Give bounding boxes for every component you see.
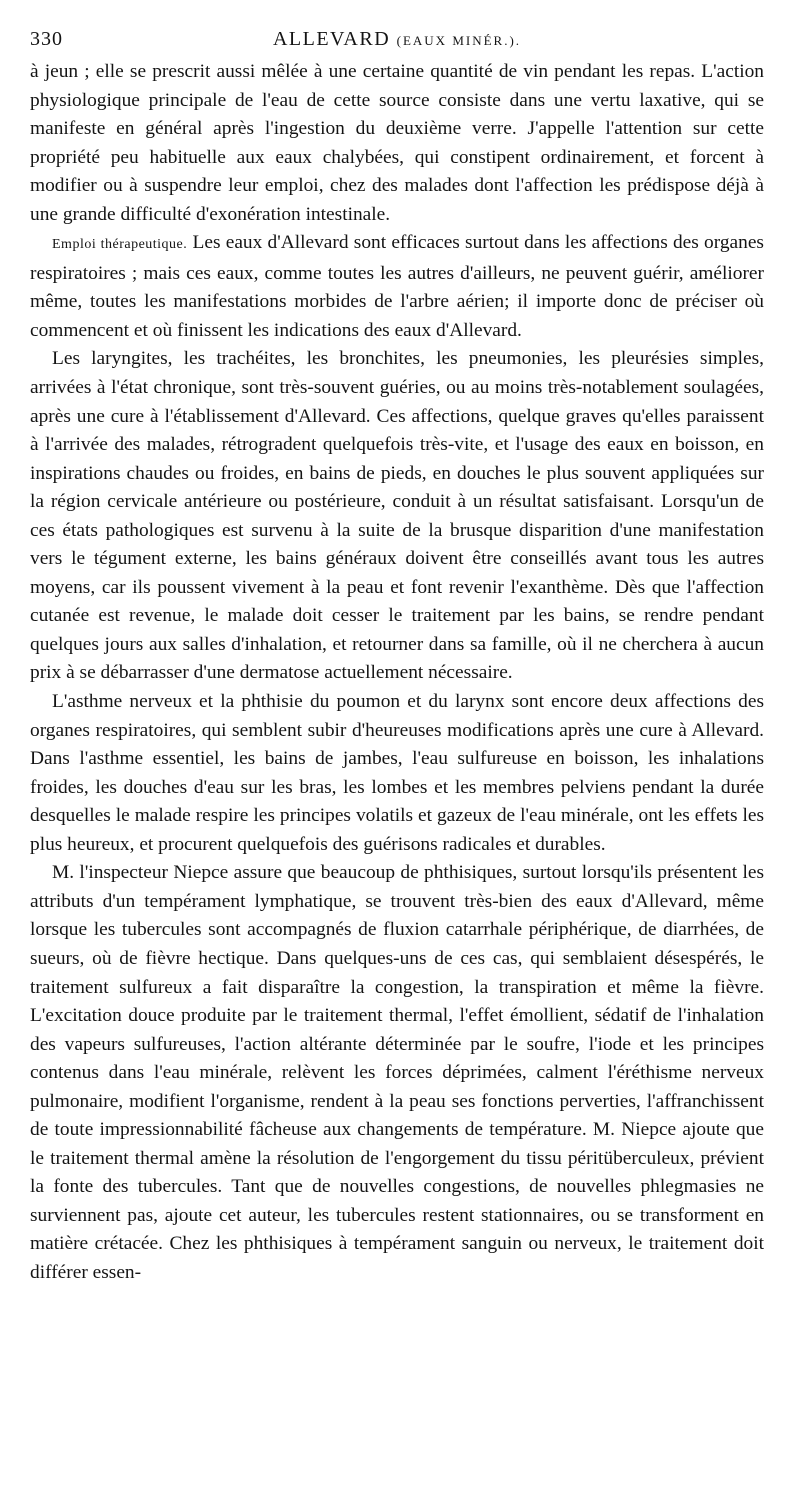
paragraph-3 (30, 345, 764, 688)
paragraph-5 (30, 859, 764, 1287)
page-header (30, 22, 764, 58)
paragraph-text: M. l'inspecteur Niepce assure que beaucoup de phthisiques, surtout lorsqu'ils présentent les attributs d'un tempérament lymphatique, se trouvent très-bien des eaux d'Allevard, même lorsque les tubercules sont accompagnés de fluxion catarrhale périphérique, de diarrhées, de sueurs, où de fièvre hectique. Dans quelques-uns de ces cas, qui semblaient désespérés, le traitement sulfureux a fait disparaître la congestion, la transpiration et même la fièvre. L'excitation douce produite par le traitement thermal, l'effet émollient, sédatif de l'inhalation des vapeurs sulfureuses, l'action altérante déterminée par le soufre, l'iode et les principes contenus dans l'eau minérale, relèvent les forces déprimées, calment l'éréthisme nerveux pulmonaire, modifient l'organisme, rendent à la peau ses fonctions perverties, l'affranchissent de toute impressionnabilité fâcheuse aux changements de température. M. Niepce ajoute que le traitement thermal amène la résolution de l'engorgement du tissu péritüberculeux, prévient la fonte des tubercules. Tant que de nouvelles congestions, de nouvelles phlegmasies ne surviennent pas, ajoute cet auteur, les tubercules restent stationnaires, ou se transforment en matière crétacée. Chez les phthisiques à tempérament sanguin ou nerveux, le traitement doit différer essen- (30, 862, 764, 1283)
body-text (30, 58, 764, 1288)
page-number: 330 (30, 28, 63, 50)
paragraph-text: L'asthme nerveux et la phthisie du poumon et du larynx sont encore deux affections des organes respiratoires, qui semblent subir d'heureuses modifications après une cure à Allevard. Dans l'asthme essentiel, les bains de jambes, l'eau sulfureuse en boisson, les inhalations froides, les douches d'eau sur les bras, les lombes et les membres pelviens pendant la durée desquelles le malade respire les principes volatils et gazeux de l'eau minérale, ont les effets les plus heureux, et procurent quelquefois des guérisons radicales et durables. (30, 691, 764, 855)
section-lead-heading: Emploi thérapeutique. (52, 237, 188, 253)
paragraph-text: à jeun ; elle se prescrit aussi mêlée à une certaine quantité de vin pendant les repas. L'action physiologique principale de l'eau de cette source consiste dans une vertu laxative, qui se manifeste en général après l'ingestion du deuxième verre. J'appelle l'attention sur cette propriété peu habituelle aux eaux chalybées, qui constipent ordinairement, et forcent à modifier ou à suspendre leur emploi, chez des malades dont l'affection les prédispose déjà à une grande difficulté d'exonération intestinale. (30, 61, 764, 225)
paragraph-text: Les eaux d'Allevard sont efficaces surtout dans les affections des organes respiratoires ; mais ces eaux, comme toutes les autres d'ailleurs, ne peuvent guérir, améliorer même, toutes les manifestations morbides de l'arbre aérien; il importe donc de préciser où commencent et où finissent les indications des eaux d'Allevard. (30, 232, 764, 341)
paragraph-text: Les laryngites, les trachéites, les bronchites, les pneumonies, les pleurésies simples, arrivées à l'état chronique, sont très-souvent guéries, ou au moins très-notablement soulagées, après une cure à l'établissement d'Allevard. Ces affections, quelque graves qu'elles paraissent à l'arrivée des malades, rétrogradent quelquefois très-vite, et l'usage des eaux en boisson, en inspirations chaudes ou froides, en bains de pieds, en douches le plus souvent appliquées sur la région cervicale antérieure ou postérieure, conduit à un résultat satisfaisant. Lorsqu'un de ces états pathologiques est survenu à la suite de la brusque disparition d'une manifestation vers le tégument externe, les bains généraux doivent être conseillés avant tous les autres moyens, car ils poussent vivement à la peau et font revenir l'exanthème. Dès que l'affection cutanée est revenue, le malade doit cesser le traitement par les bains, se rendre pendant quelques jours aux salles d'inhalation, et retourner dans sa famille, où il ne cherchera à aucun prix à se débarrasser d'une dermatose actuellement nécessaire. (30, 348, 764, 684)
running-subtitle: (EAUX MINÉR.). (396, 33, 522, 48)
paragraph-1 (30, 58, 764, 229)
running-title: ALLEVARD (272, 28, 391, 50)
running-head (30, 28, 764, 51)
paragraph-2 (30, 229, 764, 345)
paragraph-4 (30, 688, 764, 859)
